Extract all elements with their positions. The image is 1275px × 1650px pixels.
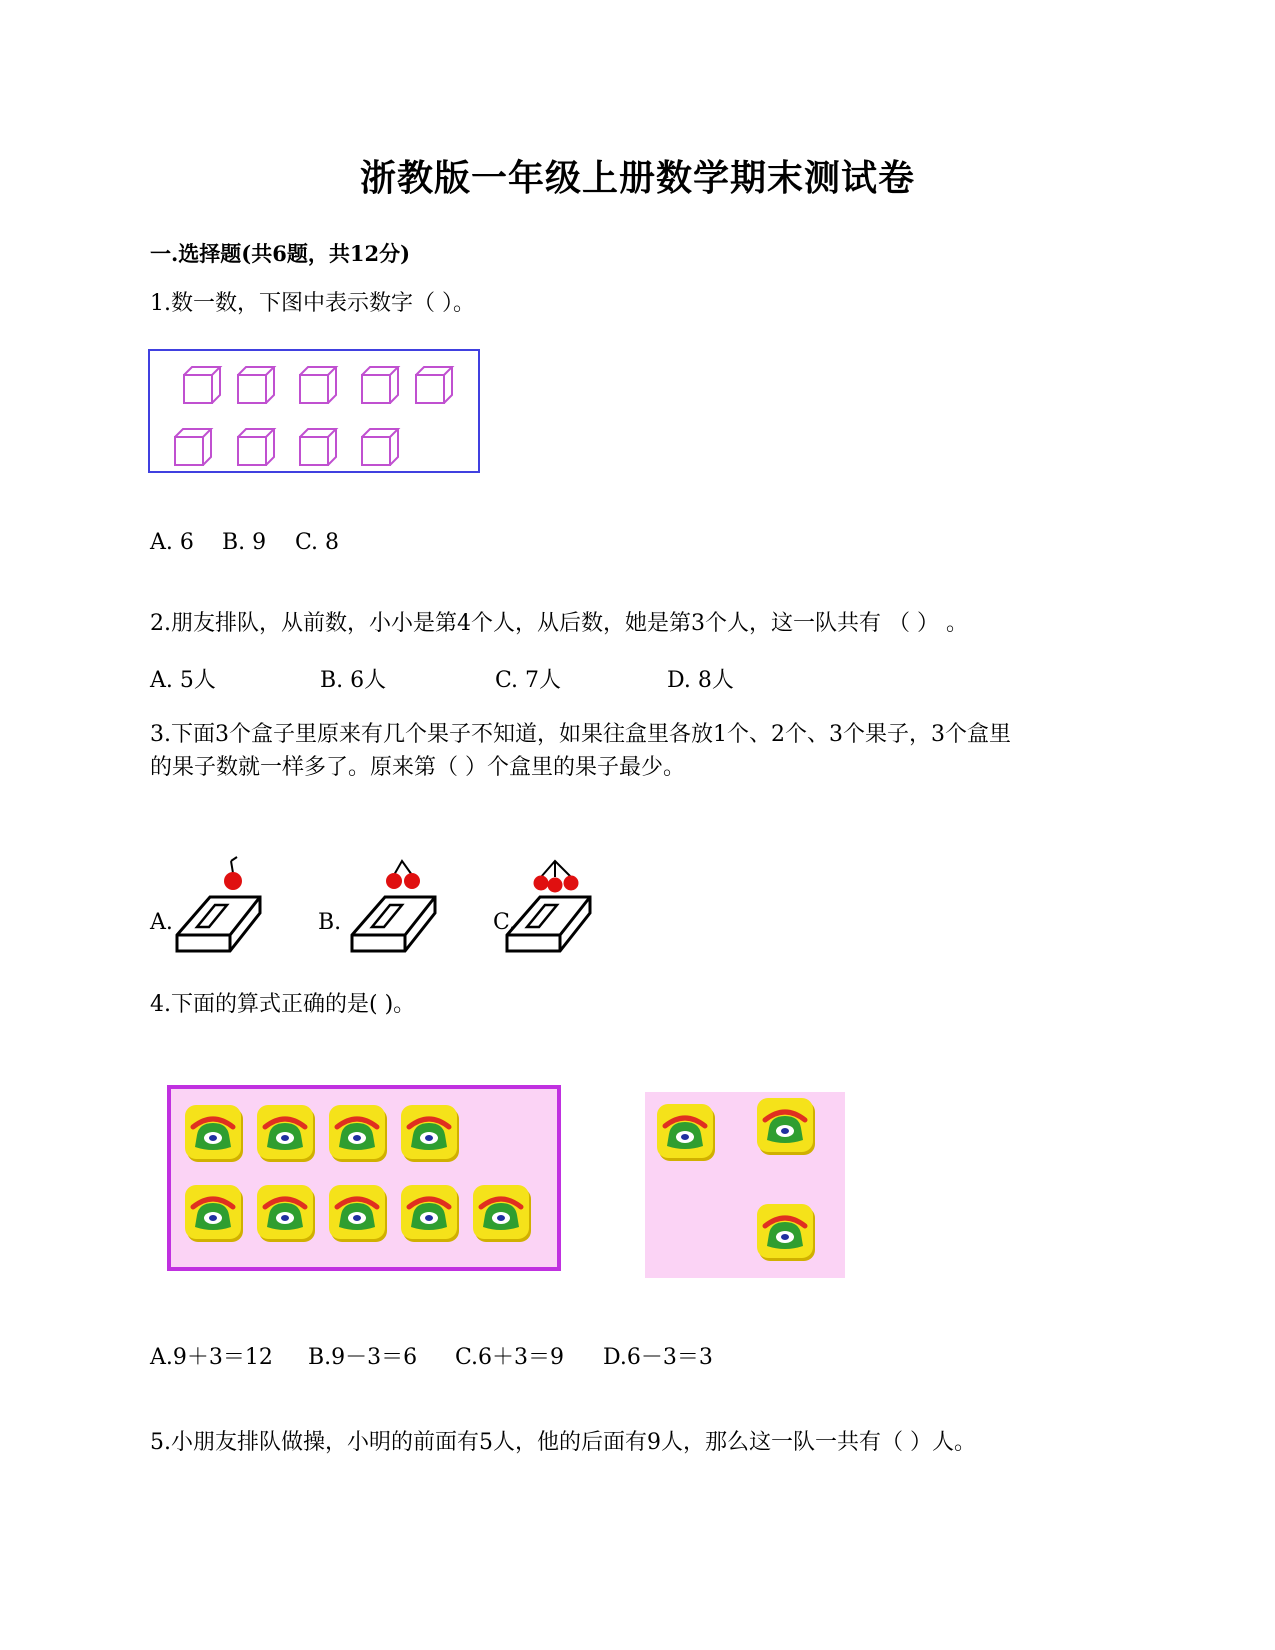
page-title: 浙教版一年级上册数学期末测试卷: [359, 157, 915, 199]
telephone-icon: [657, 1104, 715, 1161]
telephone-icon: [329, 1185, 387, 1242]
q1-option-c: C. 8: [295, 530, 340, 555]
question-5: 5.小朋友排队做操，小明的前面有5人，他的后面有9人，那么这一队一共有（ ）人。: [150, 1430, 976, 1455]
question-2: 2.朋友排队，从前数，小小是第4个人，从后数，她是第3个人，这一队共有 （ ） 。: [150, 611, 968, 636]
q1-cubes-figure: [148, 349, 480, 473]
q1-option-b: B. 9: [222, 530, 267, 555]
telephone-icon: [329, 1105, 387, 1162]
telephone-icon: [185, 1185, 243, 1242]
question-1: 1.数一数，下图中表示数字（ ）。: [150, 291, 475, 316]
q4-option-c: C.6＋3＝9: [455, 1345, 565, 1370]
q4-option-a: A.9＋3＝12: [150, 1345, 273, 1370]
telephone-icon: [401, 1185, 459, 1242]
q3-box-c: [505, 855, 605, 960]
telephone-icon: [185, 1105, 243, 1162]
telephone-icon: [757, 1204, 815, 1261]
q4-option-b: B.9－3＝6: [308, 1345, 418, 1370]
q3-label-c: C.: [493, 910, 517, 935]
telephone-icon: [401, 1105, 459, 1162]
telephone-icon: [257, 1185, 315, 1242]
telephone-icon: [473, 1185, 531, 1242]
q3-label-a: A.: [150, 910, 173, 935]
q4-phones-panel-right: [645, 1092, 845, 1278]
question-4: 4.下面的算式正确的是( )。: [150, 992, 416, 1017]
q2-option-c: C. 7人: [495, 668, 562, 693]
q2-option-a: A. 5人: [150, 668, 216, 693]
question-3-line-2: 的果子数就一样多了。原来第（ ）个盒里的果子最少。: [150, 755, 685, 780]
q2-option-b: B. 6人: [320, 668, 387, 693]
section-heading: 一.选择题(共6题，共12分): [150, 241, 411, 266]
telephone-icon: [757, 1098, 815, 1155]
q3-label-b: B.: [318, 910, 342, 935]
q3-box-a: [175, 855, 275, 960]
q4-phones-panel-left: [167, 1085, 561, 1271]
q3-box-b: [350, 855, 450, 960]
telephone-icon: [257, 1105, 315, 1162]
question-3-line-1: 3.下面3个盒子里原来有几个果子不知道，如果往盒里各放1个、2个、3个果子，3个盒里: [150, 722, 1011, 747]
q4-option-d: D.6－3＝3: [603, 1345, 713, 1370]
q2-option-d: D. 8人: [667, 668, 734, 693]
q1-option-a: A. 6: [150, 530, 194, 555]
